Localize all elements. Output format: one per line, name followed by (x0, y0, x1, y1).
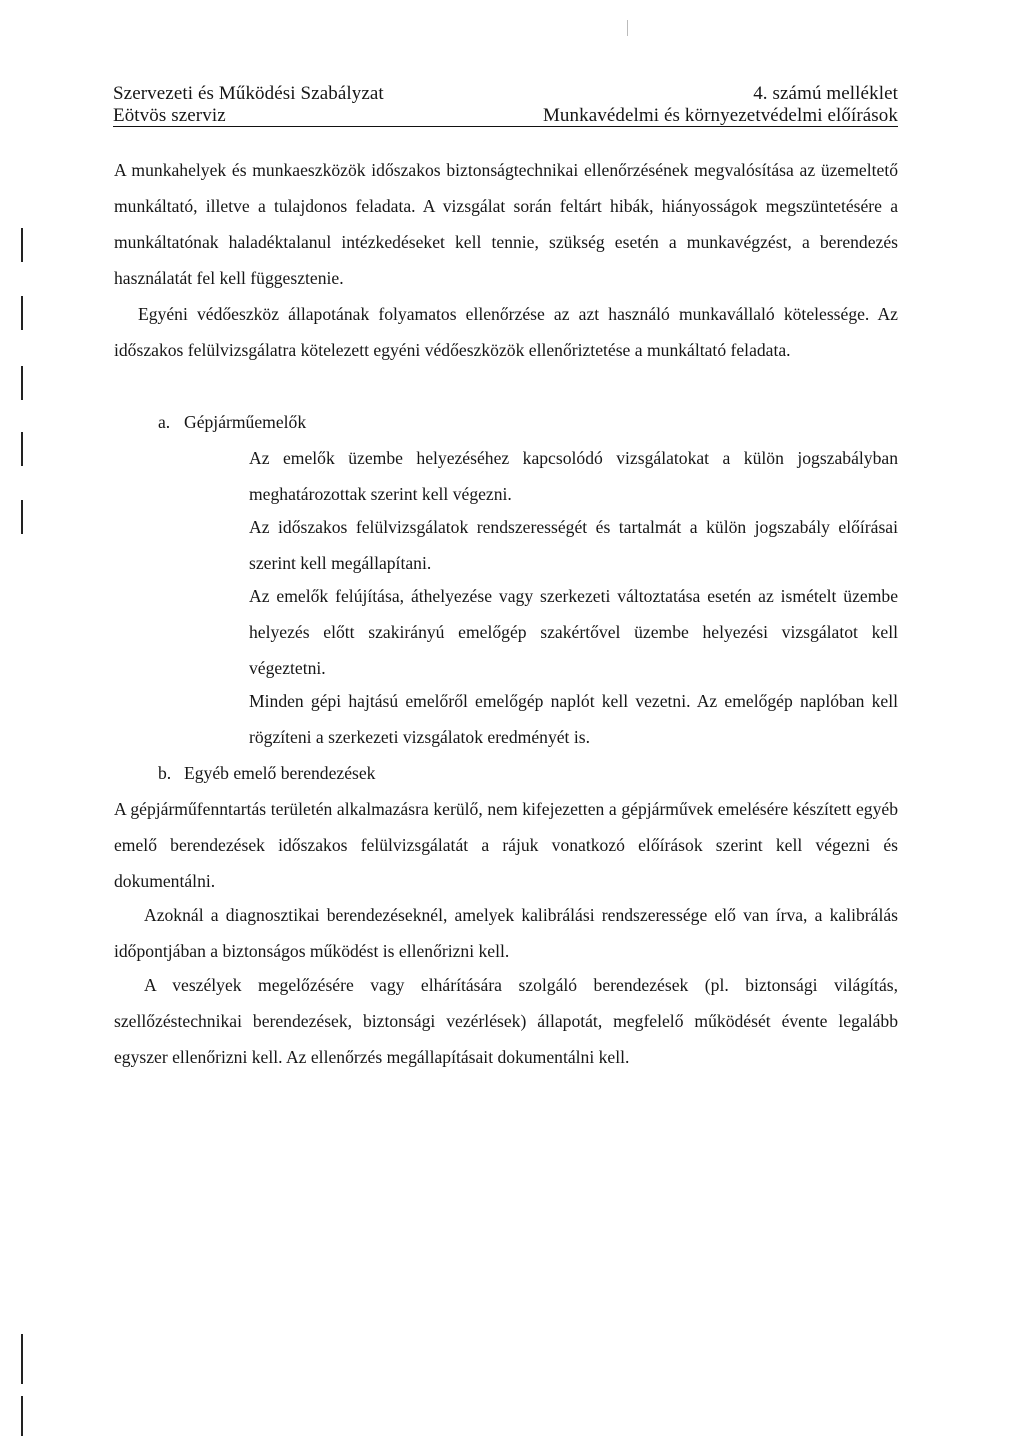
margin-scan-mark (21, 296, 23, 330)
section-a-title: Gépjárműemelők (184, 412, 307, 432)
margin-scan-mark (21, 500, 23, 534)
section-a-paragraph: Az emelők üzembe helyezéséhez kapcsolódó vizsgálatokat a külön jogszabályban meghatározottak szerint kell végezni. (249, 448, 898, 504)
header-regulation-title: Szervezeti és Működési Szabályzat (113, 83, 384, 104)
paragraph-inspection-duty: A munkahelyek és munkaeszközök időszakos biztonságtechnikai ellenőrzésének megvalósítása az üzemeltető munkáltató, illetve a tulajdonos feladata. A vizsgálat során feltárt hibák, hiányosságok megszüntetésére a munkáltatónak haladéktalanul intézkedéseket kell tennie, szükség esetén a munkavégzést, a berendezés használatát fel kell függesztenie. (114, 160, 898, 288)
header-appendix-number: 4. számú melléklet (753, 83, 898, 104)
margin-scan-mark (21, 1334, 23, 1384)
section-b-paragraph: A veszélyek megelőzésére vagy elhárítására szolgáló berendezések (pl. biztonsági világítás, szellőzéstechnikai berendezések, biztonsági vezérlések) állapotát, megfelelő működését évente legalább egyszer ellenőrizni kell. Az ellenőrzés megállapításait dokumentálni kell. (114, 975, 898, 1067)
section-a-paragraph: Az időszakos felülvizsgálatok rendszerességét és tartalmát a külön jogszabály előírásai szerint kell megállapítani. (249, 517, 898, 573)
section-b-title: Egyéb emelő berendezések (184, 763, 376, 783)
margin-scan-mark (21, 228, 23, 262)
header-workshop-name: Eötvös szerviz (113, 105, 226, 126)
header-divider (113, 126, 898, 127)
scan-speck (627, 20, 628, 36)
section-a-heading (158, 404, 306, 440)
margin-scan-mark (21, 366, 23, 400)
paragraph-protective-equipment: Egyéni védőeszköz állapotának folyamatos ellenőrzése az azt használó munkavállaló kötelessége. Az időszakos felülvizsgálatra kötelezett egyéni védőeszközök ellenőriztetése a munkáltató feladata. (114, 304, 898, 360)
section-a-paragraph: Az emelők felújítása, áthelyezése vagy szerkezeti változtatása esetén az ismételt üzembe helyezés előtt szakirányú emelőgép szakértővel üzembe helyezési vizsgálatot kell végeztetni. (249, 586, 898, 678)
margin-scan-mark (21, 432, 23, 466)
section-b-heading (158, 755, 375, 791)
margin-scan-mark (21, 1396, 23, 1436)
header-appendix-title: Munkavédelmi és környezetvédelmi előírások (542, 105, 898, 126)
section-b-letter: b. (158, 763, 172, 783)
section-a-paragraph: Minden gépi hajtású emelőről emelőgép naplót kell vezetni. Az emelőgép naplóban kell rögzíteni a szerkezeti vizsgálatok eredményét is. (249, 691, 898, 747)
section-b-paragraph: Azoknál a diagnosztikai berendezéseknél, amelyek kalibrálási rendszeressége elő van írva, a kalibrálás időpontjában a biztonságos működést is ellenőrizni kell. (114, 905, 898, 961)
section-b-paragraph: A gépjárműfenntartás területén alkalmazásra kerülő, nem kifejezetten a gépjárművek emelésére készített egyéb emelő berendezések időszakos felülvizsgálatát a rájuk vonatkozó előírások szerint kell végezni és dokumentálni. (114, 799, 898, 891)
section-a-letter: a. (158, 412, 171, 432)
